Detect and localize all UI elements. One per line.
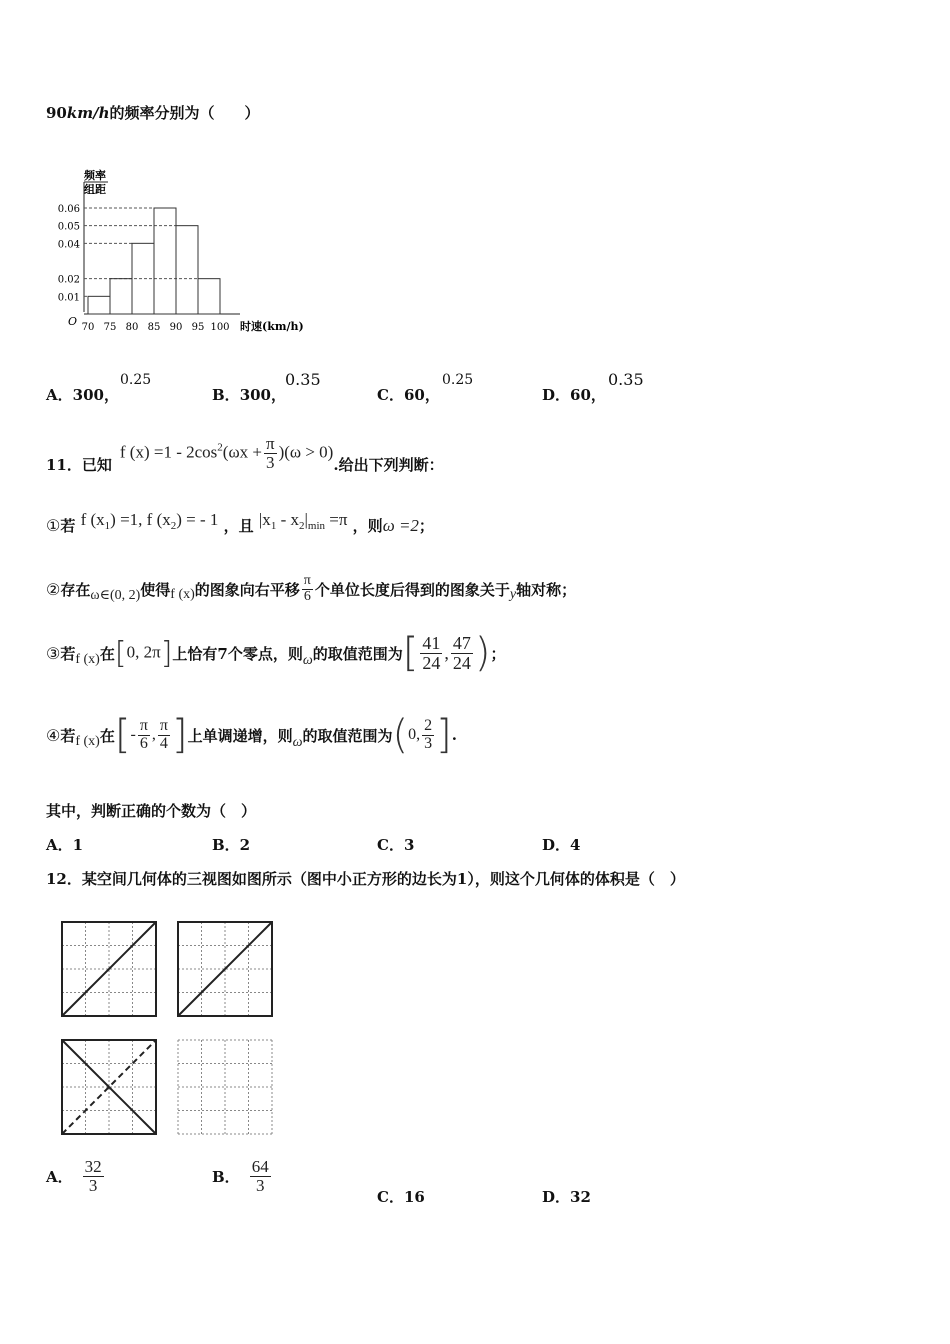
text: ，则 bbox=[352, 517, 383, 535]
q11-statement-3 bbox=[46, 630, 506, 676]
q11-option-a[interactable]: A．1 bbox=[46, 836, 84, 854]
histogram-bar bbox=[154, 208, 176, 314]
histogram-bar bbox=[110, 279, 132, 314]
option-count: 60， bbox=[570, 386, 606, 404]
pi-over-3 bbox=[264, 435, 277, 472]
y-var: y bbox=[509, 587, 517, 603]
bracket: ) bbox=[474, 630, 491, 676]
bracket: [ bbox=[402, 630, 419, 676]
s1-math2 bbox=[258, 510, 348, 532]
x-tick-label: 100 bbox=[210, 322, 230, 333]
text: 若 bbox=[60, 726, 76, 745]
frac-den: 3 bbox=[88, 1175, 98, 1195]
text: 的取值范围为 bbox=[302, 726, 393, 745]
s1-math1 bbox=[80, 510, 219, 532]
range-0-2-3 bbox=[393, 712, 452, 758]
option-letter: B． bbox=[212, 386, 240, 404]
y-tick-label: 0.02 bbox=[57, 274, 80, 286]
omega-range: ω∈(0, 2) bbox=[90, 587, 141, 603]
func-exp: 2 bbox=[217, 441, 223, 454]
m: |x bbox=[258, 510, 271, 529]
three-view-figure bbox=[58, 918, 278, 1140]
bracket: ] bbox=[436, 712, 452, 758]
q10-option-b-freq: 0.35 bbox=[285, 370, 321, 389]
fx: f (x) bbox=[75, 652, 100, 667]
frac-den: 6 bbox=[139, 734, 148, 752]
q10-option-a[interactable] bbox=[46, 384, 119, 405]
frac-den: 3 bbox=[266, 453, 275, 472]
q10-question-text: 的频率分别为（ ） bbox=[109, 104, 260, 122]
circled-3: ③ bbox=[46, 643, 61, 663]
frac-num: 2 bbox=[424, 716, 433, 734]
bracket: [ bbox=[114, 712, 131, 758]
frac-num: π bbox=[265, 434, 275, 454]
text: ； bbox=[418, 517, 434, 535]
text: 上单调递增，则 bbox=[187, 726, 293, 745]
x-tick-label: 80 bbox=[125, 322, 139, 333]
frac-64-3 bbox=[250, 1158, 271, 1195]
interval-text: 0, 2π bbox=[126, 641, 161, 661]
frac-num: π bbox=[139, 716, 148, 734]
x-tick-label: 95 bbox=[191, 322, 205, 333]
bracket: ] bbox=[160, 635, 173, 671]
q10-option-b[interactable] bbox=[212, 384, 286, 405]
side-view-diagonal bbox=[178, 922, 272, 1016]
option-count: 300， bbox=[72, 386, 119, 404]
frac-den: 24 bbox=[422, 652, 441, 673]
q10-option-c[interactable] bbox=[377, 384, 440, 405]
frac-pi-6 bbox=[138, 718, 150, 753]
minus: - bbox=[130, 726, 136, 743]
m-sub: 1 bbox=[270, 520, 277, 532]
m: | bbox=[304, 510, 308, 529]
q11-tail: .给出下列判断： bbox=[333, 456, 444, 474]
q12-option-c[interactable]: C．16 bbox=[377, 1188, 425, 1206]
circled-2: ② bbox=[46, 579, 61, 599]
text: 轴对称； bbox=[516, 580, 577, 599]
speed-value: 90 bbox=[46, 104, 67, 122]
func-tail: )(ω > 0) bbox=[278, 442, 334, 462]
frac-pi-4 bbox=[158, 718, 170, 753]
text: 在 bbox=[99, 644, 115, 663]
front-view-diagonal bbox=[62, 922, 156, 1016]
y-tick-label: 0.05 bbox=[57, 221, 80, 233]
frac-num: π bbox=[159, 716, 168, 734]
frac-num: 47 bbox=[452, 632, 471, 653]
m-sub: 1 bbox=[104, 520, 111, 532]
omega: ω bbox=[302, 653, 313, 668]
speed-unit: km/h bbox=[66, 104, 110, 122]
q11-statement-2 bbox=[46, 574, 576, 604]
histogram-bar bbox=[176, 226, 198, 314]
text: 若 bbox=[60, 644, 76, 663]
q10-option-a-freq: 0.25 bbox=[120, 372, 152, 388]
m: ω =2 bbox=[382, 516, 419, 535]
option-letter: A． bbox=[46, 386, 73, 404]
circled-1: ① bbox=[46, 516, 61, 535]
interval-0-2pi bbox=[115, 636, 173, 671]
y-tick-label: 0.01 bbox=[57, 292, 80, 304]
x-tick-label: 85 bbox=[147, 322, 161, 333]
text: . bbox=[451, 726, 457, 744]
histogram-bar bbox=[88, 296, 110, 314]
m-sub: min bbox=[307, 520, 326, 532]
q10-option-d-freq: 0.35 bbox=[608, 370, 644, 389]
m: - x bbox=[276, 510, 299, 529]
frac-47-24 bbox=[451, 634, 473, 673]
fx: f (x) bbox=[75, 734, 100, 749]
m: =π bbox=[325, 510, 348, 529]
omega: ω bbox=[292, 735, 303, 750]
range-41-47: [ $\frac{41}{24}$ , $\frac{47}{24}$ ) bbox=[402, 630, 491, 676]
q10-option-d[interactable] bbox=[542, 384, 606, 405]
frac-41-24 bbox=[420, 634, 442, 673]
q11-statement-4 bbox=[46, 712, 457, 758]
m-sub: 2 bbox=[298, 520, 305, 532]
pi-over-6 bbox=[302, 574, 313, 604]
q11-option-d[interactable]: D．4 bbox=[542, 836, 581, 854]
text: 使得 bbox=[140, 580, 171, 599]
circled-4: ④ bbox=[46, 725, 61, 745]
fx: f (x) bbox=[170, 587, 195, 603]
frac-num: 41 bbox=[422, 632, 441, 653]
histogram-ylabel-bottom: 组距 bbox=[84, 183, 106, 196]
m: f (x bbox=[80, 510, 105, 529]
func-part: f (x) =1 - 2cos bbox=[119, 442, 218, 462]
text: 在 bbox=[99, 726, 115, 745]
x-tick-label: 75 bbox=[103, 322, 117, 333]
option-letter: A． bbox=[46, 1167, 73, 1186]
q12-option-a[interactable] bbox=[46, 1158, 106, 1195]
q11-number: 11．已知 bbox=[46, 456, 112, 474]
option-letter: D． bbox=[542, 386, 571, 404]
frac-num: 64 bbox=[251, 1157, 269, 1176]
x-tick-label: 90 bbox=[169, 322, 183, 333]
frequency-histogram bbox=[40, 162, 320, 342]
frac-2-3 bbox=[422, 718, 434, 753]
bracket: [ bbox=[114, 635, 127, 671]
text: 存在 bbox=[60, 580, 91, 599]
func-arg: (ωx + bbox=[222, 442, 262, 462]
frac-den: 6 bbox=[303, 588, 311, 604]
origin-label: O bbox=[68, 315, 78, 328]
zero: 0, bbox=[408, 726, 421, 743]
histogram-bar bbox=[198, 279, 220, 314]
text: 上恰有7个零点，则 bbox=[172, 644, 303, 663]
option-count: 60， bbox=[403, 386, 440, 404]
m: ) =1, f (x bbox=[110, 510, 171, 529]
y-tick-label: 0.04 bbox=[57, 239, 80, 251]
frac-den: 4 bbox=[159, 734, 168, 752]
frac-num: π bbox=[303, 573, 311, 588]
q10-tail-line bbox=[46, 102, 260, 123]
histogram-ylabel-top: 频率 bbox=[84, 169, 106, 182]
text: 若 bbox=[60, 517, 76, 535]
frac-num: 32 bbox=[84, 1157, 102, 1176]
frac-32-3 bbox=[83, 1158, 104, 1195]
option-letter: B． bbox=[212, 1167, 240, 1186]
text: ； bbox=[490, 644, 506, 663]
q12-stem: 12．某空间几何体的三视图如图所示（图中小正方形的边长为1），则这个几何体的体积是（ ） bbox=[46, 870, 685, 888]
frac-den: 24 bbox=[452, 652, 471, 673]
q10-option-c-freq: 0.25 bbox=[442, 372, 474, 388]
option-count: 300， bbox=[239, 386, 286, 404]
text: 个单位长度后得到的图象关于 bbox=[314, 580, 510, 599]
text: 的图象向右平移 bbox=[194, 580, 300, 599]
q11-stem bbox=[46, 432, 444, 475]
text: ，且 bbox=[223, 517, 254, 535]
q11-question: 其中，判断正确的个数为（ ） bbox=[46, 802, 257, 820]
interval-pi6-pi4: [ - $\frac{\pi}{6}$ , $\frac{\pi}{4}$ ] bbox=[114, 712, 188, 758]
q11-option-c[interactable]: C．3 bbox=[377, 836, 415, 854]
histogram-xlabel: 时速(km/h) bbox=[240, 320, 304, 333]
q12-option-b[interactable] bbox=[212, 1158, 273, 1195]
m: ) = - 1 bbox=[176, 510, 219, 529]
bracket: ] bbox=[171, 712, 188, 758]
q11-function bbox=[120, 435, 333, 472]
y-tick-label: 0.06 bbox=[57, 204, 80, 215]
q12-option-d[interactable]: D．32 bbox=[542, 1188, 591, 1206]
text: 的取值范围为 bbox=[312, 644, 403, 663]
x-tick-label: 70 bbox=[81, 322, 95, 333]
q11-option-b[interactable]: B．2 bbox=[212, 836, 251, 854]
m-sub: 2 bbox=[170, 520, 177, 532]
option-letter: C． bbox=[377, 386, 404, 404]
bracket: ( bbox=[392, 712, 409, 758]
frac-den: 3 bbox=[255, 1175, 265, 1195]
frac-den: 3 bbox=[424, 734, 433, 752]
q11-statement-1 bbox=[46, 510, 434, 538]
